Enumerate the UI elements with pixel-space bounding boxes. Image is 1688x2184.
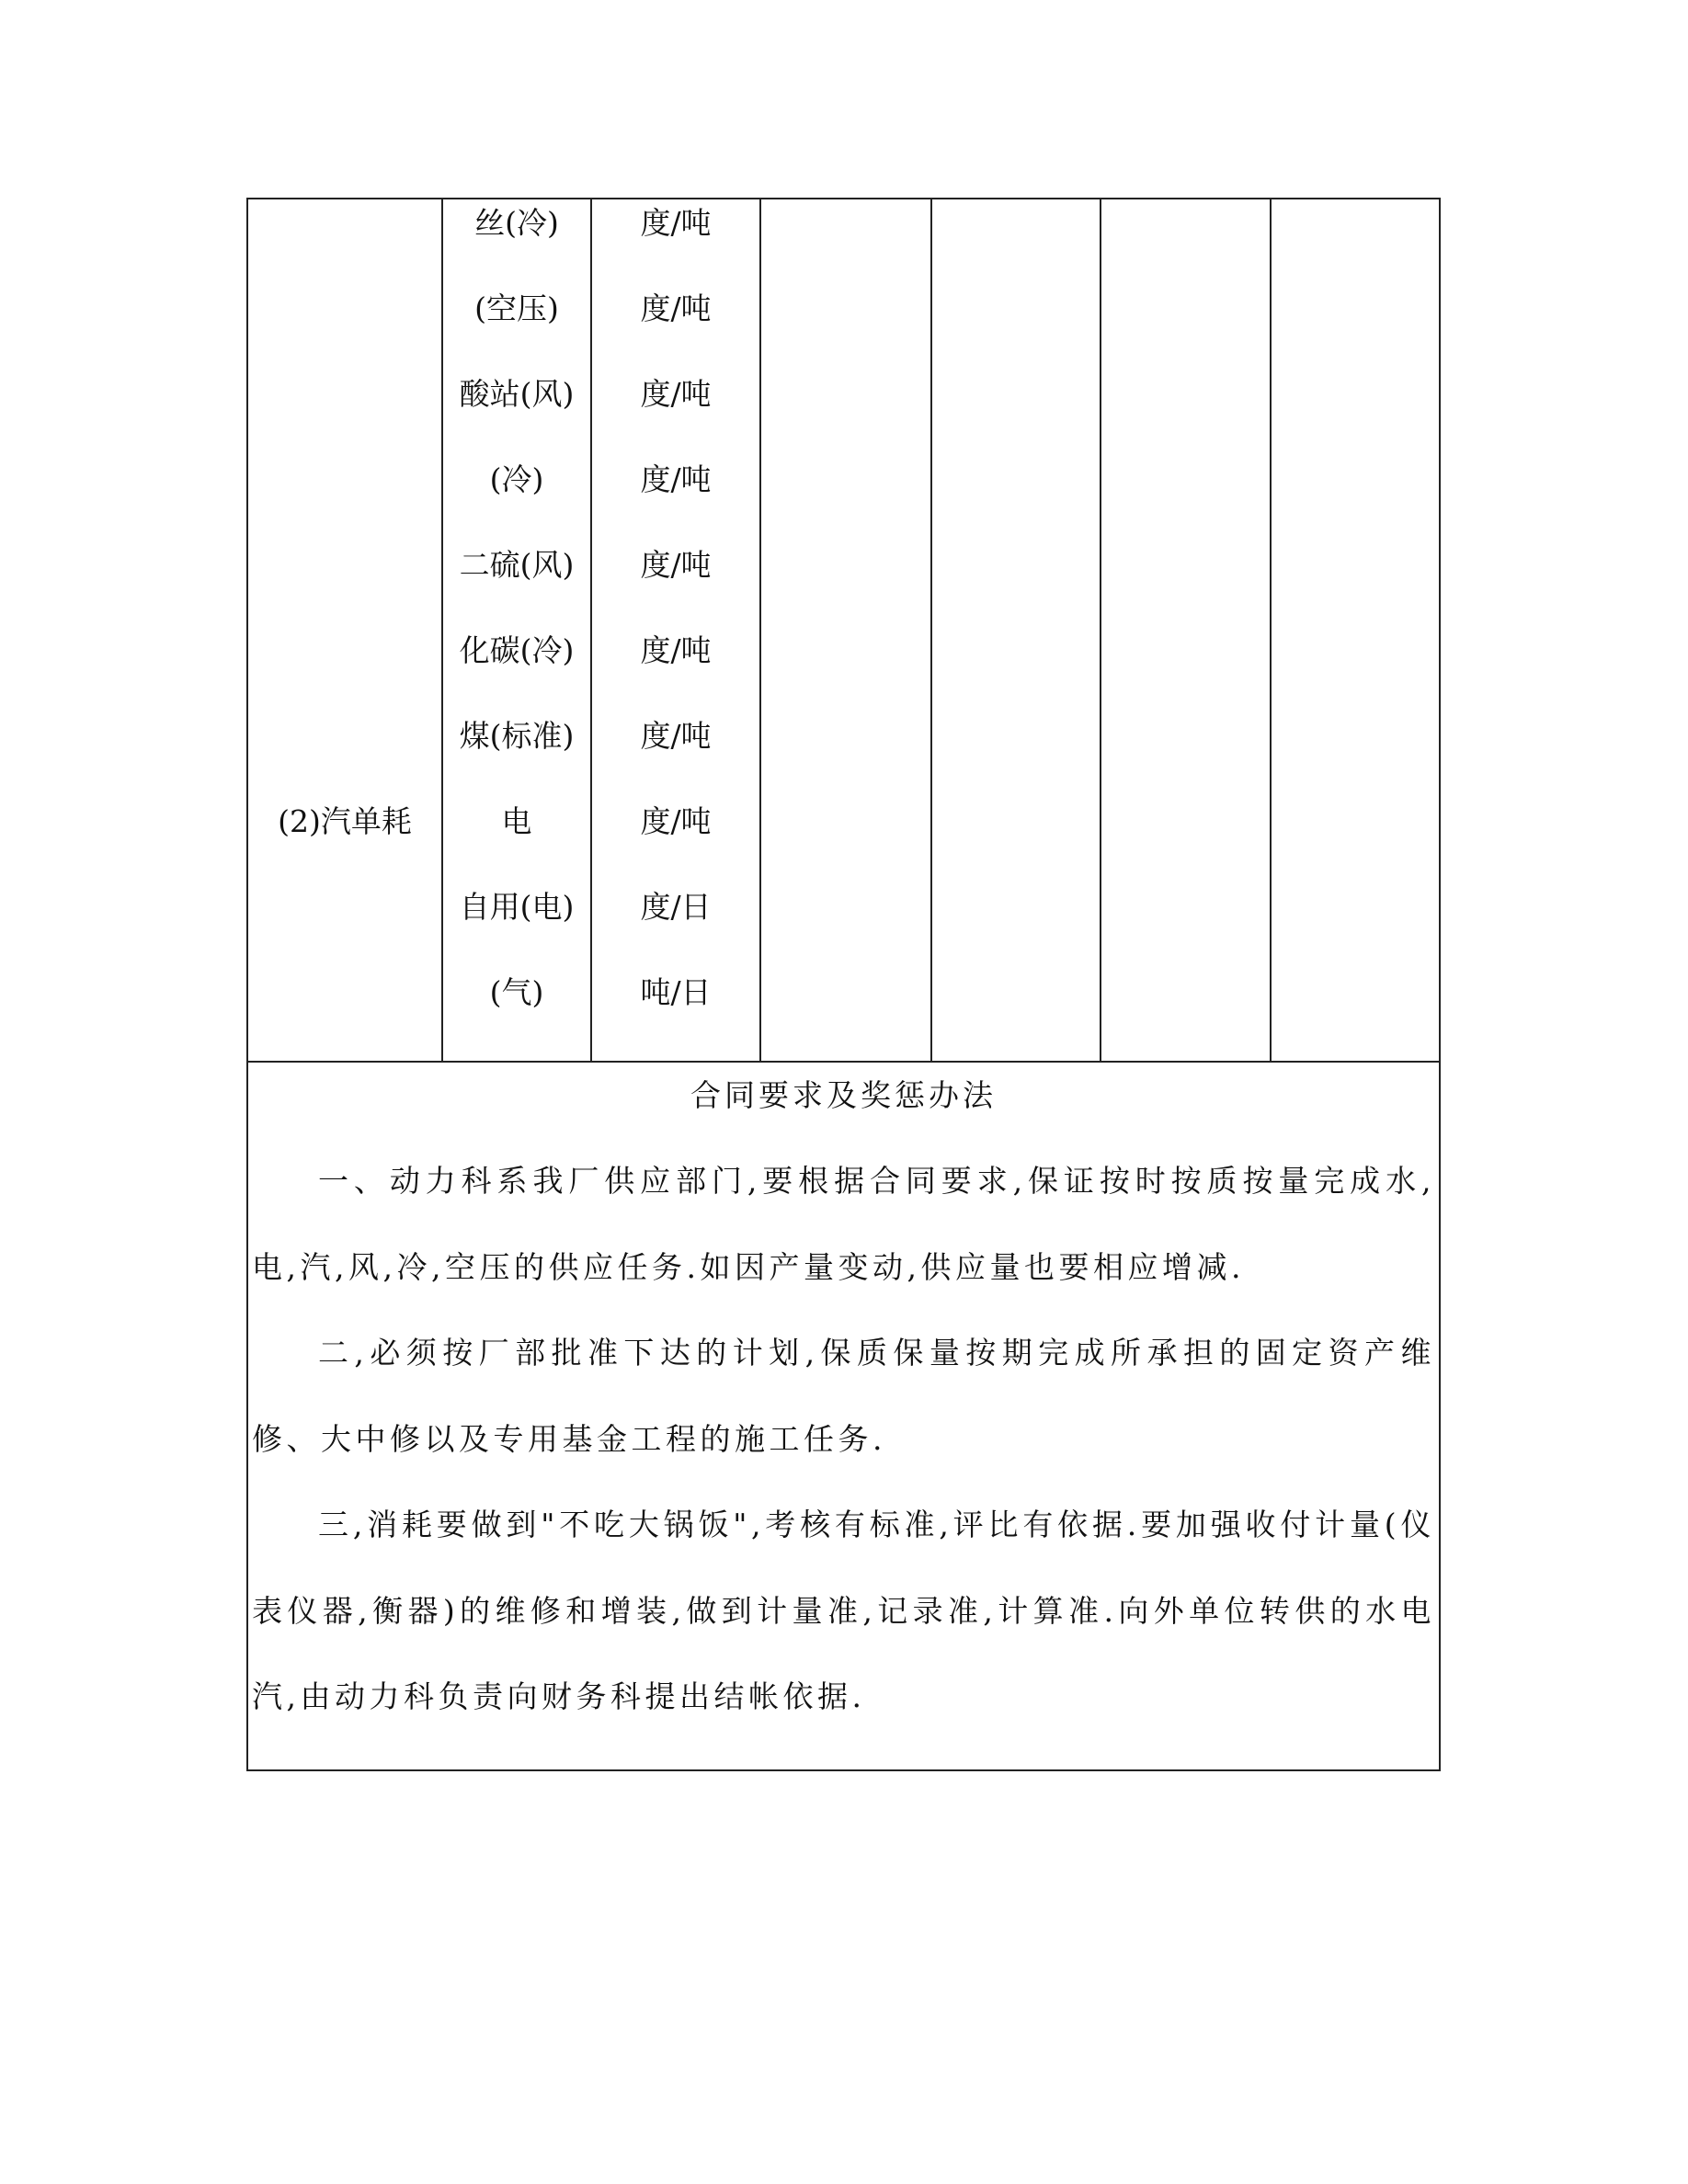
sub-item-cell: 电 [501, 803, 532, 839]
sub-item-column [443, 199, 592, 1061]
contract-title: 合同要求及奖惩办法 [690, 1077, 997, 1113]
unit-cell: 度/日 [640, 889, 712, 925]
sub-item-cell: (空压) [474, 290, 559, 326]
unit-cell: 度/吨 [640, 547, 712, 583]
item-cell [248, 199, 441, 266]
sub-item-cell: 二硫(风) [459, 547, 575, 583]
contract-section [248, 1061, 1439, 1769]
item-column [248, 199, 443, 1061]
empty-column-2 [932, 199, 1101, 1061]
empty-column-1 [761, 199, 932, 1061]
item-cell [248, 351, 441, 437]
sub-item-cell: (冷) [489, 461, 544, 497]
contract-paragraphs [252, 1138, 1435, 1740]
item-cell [248, 437, 441, 522]
sub-item-cell: 自用(电) [459, 889, 575, 925]
unit-cell: 度/吨 [640, 461, 712, 497]
sub-item-cell: 煤(标准) [459, 718, 575, 754]
empty-column-3 [1101, 199, 1272, 1061]
consumption-section [248, 199, 1439, 1063]
unit-cell: 度/吨 [640, 718, 712, 754]
item-cell: (2)汽单耗 [278, 803, 412, 839]
item-cell [248, 522, 441, 608]
unit-cell: 度/吨 [640, 803, 712, 839]
item-cell [248, 950, 441, 1035]
item-cell [248, 608, 441, 693]
sub-item-cell: (气) [489, 974, 544, 1010]
unit-cell: 度/吨 [640, 376, 712, 412]
unit-cell: 度/吨 [640, 290, 712, 326]
unit-column [592, 199, 761, 1061]
empty-column-4 [1272, 199, 1441, 1061]
unit-cell: 吨/日 [640, 974, 712, 1010]
unit-cell: 度/吨 [640, 632, 712, 668]
sub-item-cell: 酸站(风) [459, 376, 575, 412]
contract-paragraph-2: 二,必须按厂部批准下达的计划,保质保量按期完成所承担的固定资产维修、大中修以及专用基金工程的施工任务. [252, 1335, 1435, 1457]
unit-cell: 度/吨 [640, 205, 712, 241]
contract-paragraph-3: 三,消耗要做到"不吃大锅饭",考核有标准,评比有依据.要加强收付计量(仪表仪器,衡器)的维修和增装,做到计量准,记录准,计算准.向外单位转供的水电汽,由动力科负责向财务科提出结帐依据. [252, 1507, 1435, 1714]
item-cell [248, 266, 441, 351]
sub-item-cell: 丝(冷) [474, 205, 559, 241]
consumption-table [246, 198, 1441, 1771]
item-cell [248, 864, 441, 950]
sub-item-cell: 化碳(冷) [459, 632, 575, 668]
contract-paragraph-1: 一、动力科系我厂供应部门,要根据合同要求,保证按时按质按量完成水,电,汽,风,冷,空压的供应任务.如因产量变动,供应量也要相应增减. [252, 1163, 1435, 1285]
item-cell [248, 693, 441, 779]
